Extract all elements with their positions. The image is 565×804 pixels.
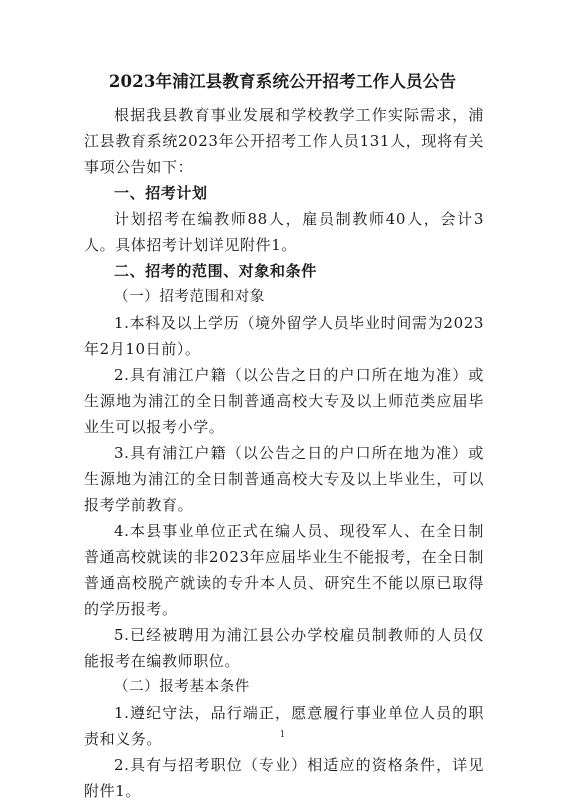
- plan-paragraph: 计划招考在编教师88人，雇员制教师40人，会计3人。具体招考计划详见附件1。: [84, 210, 484, 254]
- page-number: 1: [279, 730, 286, 740]
- document-title: 2023年浦江县教育系统公开招考工作人员公告: [108, 72, 457, 91]
- subsection-heading-basic-conditions: （二）报考基本条件: [114, 679, 250, 695]
- condition-item-1: 1.遵纪守法，品行端正，愿意履行事业单位人员的职责和义务。: [84, 704, 484, 748]
- section-heading-scope: 二、招考的范围、对象和条件: [114, 262, 317, 280]
- scope-item-5: 5.已经被聘用为浦江县公办学校雇员制教师的人员仅能报考在编教师职位。: [84, 626, 484, 670]
- intro-paragraph: 根据我县教育事业发展和学校教学工作实际需求，浦江县教育系统2023年公开招考工作人员131人，现将有关事项公告如下：: [84, 106, 484, 176]
- section-heading-plan: 一、招考计划: [114, 184, 208, 202]
- scope-item-3: 3.具有浦江户籍（以公告之日的户口所在地为准）或生源地为浦江的全日制普通高校大专及以上毕业生，可以报考学前教育。: [84, 444, 484, 514]
- subsection-heading-scope-target: （一）招考范围和对象: [114, 289, 265, 305]
- scope-item-4: 4.本县事业单位正式在编人员、现役军人、在全日制普通高校就读的非2023年应届毕业生不能报考，在全日制普通高校脱产就读的专升本人员、研究生不能以原已取得的学历报考。: [84, 522, 484, 618]
- scope-item-1: 1.本科及以上学历（境外留学人员毕业时间需为2023年2月10日前）。: [84, 314, 484, 358]
- document-body: [84, 102, 484, 804]
- scope-item-2: 2.具有浦江户籍（以公告之日的户口所在地为准）或生源地为浦江的全日制普通高校大专及以上师范类应届毕业生可以报考小学。: [84, 366, 484, 436]
- condition-item-2: 2.具有与招考职位（专业）相适应的资格条件，详见附件1。: [84, 756, 484, 800]
